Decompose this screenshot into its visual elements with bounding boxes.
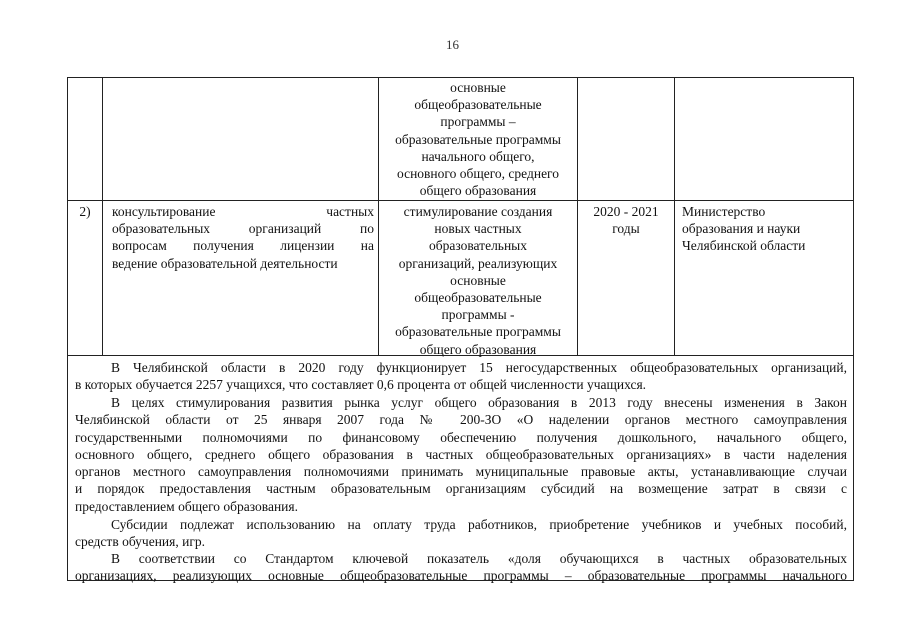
paragraph-line: средств обучения, игр. <box>75 534 205 550</box>
row2-activity-line: консультирование частных <box>112 204 374 219</box>
paragraph-line: Субсидии подлежат использованию на оплату труда работников, приобретение учебников и учебных пособий, <box>111 517 847 532</box>
row2-responsible-line: образования и науки <box>682 221 801 237</box>
row2-responsible-cell <box>682 203 852 255</box>
row1-goal-line: общего образования <box>419 183 537 199</box>
row2-number: 2) <box>79 204 91 219</box>
row2-goal-line: новых частных <box>434 221 522 237</box>
paragraph-line: и порядок предоставления частным образовательным организациям субсидий на возмещение затрат в связи с <box>75 481 847 497</box>
row2-responsible-line: Министерство <box>682 204 766 219</box>
row2-period-cell <box>578 203 674 237</box>
paragraph-line: Челябинской области от 25 января 2007 года № 200-ЗО «О наделении органов местного самоуправления <box>75 412 847 428</box>
paragraph <box>75 516 847 551</box>
paragraph <box>75 394 847 515</box>
row1-goal-line: программы – <box>440 114 516 130</box>
page-number: 16 <box>446 37 459 52</box>
row2-goal-line: общеобразовательные <box>414 290 542 306</box>
paragraph-line: основного общего, среднего общего образования в частных общеобразовательных организациях» в части наделения <box>75 446 847 462</box>
row2-period-line: годы <box>612 221 640 237</box>
row2-activity-line: образовательных организаций по <box>112 221 374 237</box>
row1-goal-cell <box>380 79 576 199</box>
column-divider <box>674 78 675 355</box>
row1-goal-line: основного общего, среднего <box>396 166 560 182</box>
row2-goal-line: организаций, реализующих <box>398 255 558 271</box>
row2-goal-line: стимулирование создания <box>403 204 553 219</box>
row2-goal-line: образовательные программы <box>395 324 561 340</box>
row2-activity-line: вопросам получения лицензии на <box>112 238 374 254</box>
paragraph-line: в которых обучается 2257 учащихся, что составляет 0,6 процента от общей численности учащихся. <box>75 377 647 393</box>
paragraph-line: государственными полномочиями по финансовому обеспечению получения дошкольного, начального общего, <box>75 429 847 445</box>
paragraph-line: органов местного самоуправления полномочиями принимать муниципальные правовые акты, устанавливающие случаи <box>75 464 847 480</box>
measures-table <box>67 77 854 584</box>
paragraph <box>75 550 847 585</box>
row2-goal-cell <box>380 203 576 358</box>
row1-goal-line: основные <box>450 80 506 95</box>
row2-goal-line: общего образования <box>419 341 537 357</box>
row2-goal-line: программы - <box>441 307 515 323</box>
row2-activity-line: ведение образовательной деятельности <box>112 255 338 271</box>
paragraph-line: В Челябинской области в 2020 году функционирует 15 негосударственных общеобразовательных организаций, <box>111 360 847 375</box>
paragraph-line: организациях, реализующих основные общеобразовательные программы – образовательные программы начального <box>75 568 847 584</box>
column-divider <box>102 78 103 355</box>
row2-activity-cell <box>112 203 374 272</box>
paragraph-line: предоставлением общего образования. <box>75 498 298 514</box>
row2-goal-line: образовательных <box>428 238 528 254</box>
row2-responsible-line: Челябинской области <box>682 238 806 254</box>
row2-goal-line: основные <box>450 272 506 288</box>
column-divider <box>378 78 379 355</box>
row-divider <box>68 200 853 201</box>
paragraph-line: В соответствии со Стандартом ключевой показатель «доля обучающихся в частных образовательных <box>111 551 847 566</box>
paragraph-line: В целях стимулирования развития рынка услуг общего образования в 2013 году внесены изменения в Закон <box>111 395 847 410</box>
row1-goal-line: образовательные программы <box>395 131 561 147</box>
row1-goal-line: начального общего, <box>421 148 535 164</box>
paragraph <box>75 359 847 394</box>
row1-goal-line: общеобразовательные <box>414 97 542 113</box>
row2-period-line: 2020 - 2021 <box>593 204 659 219</box>
